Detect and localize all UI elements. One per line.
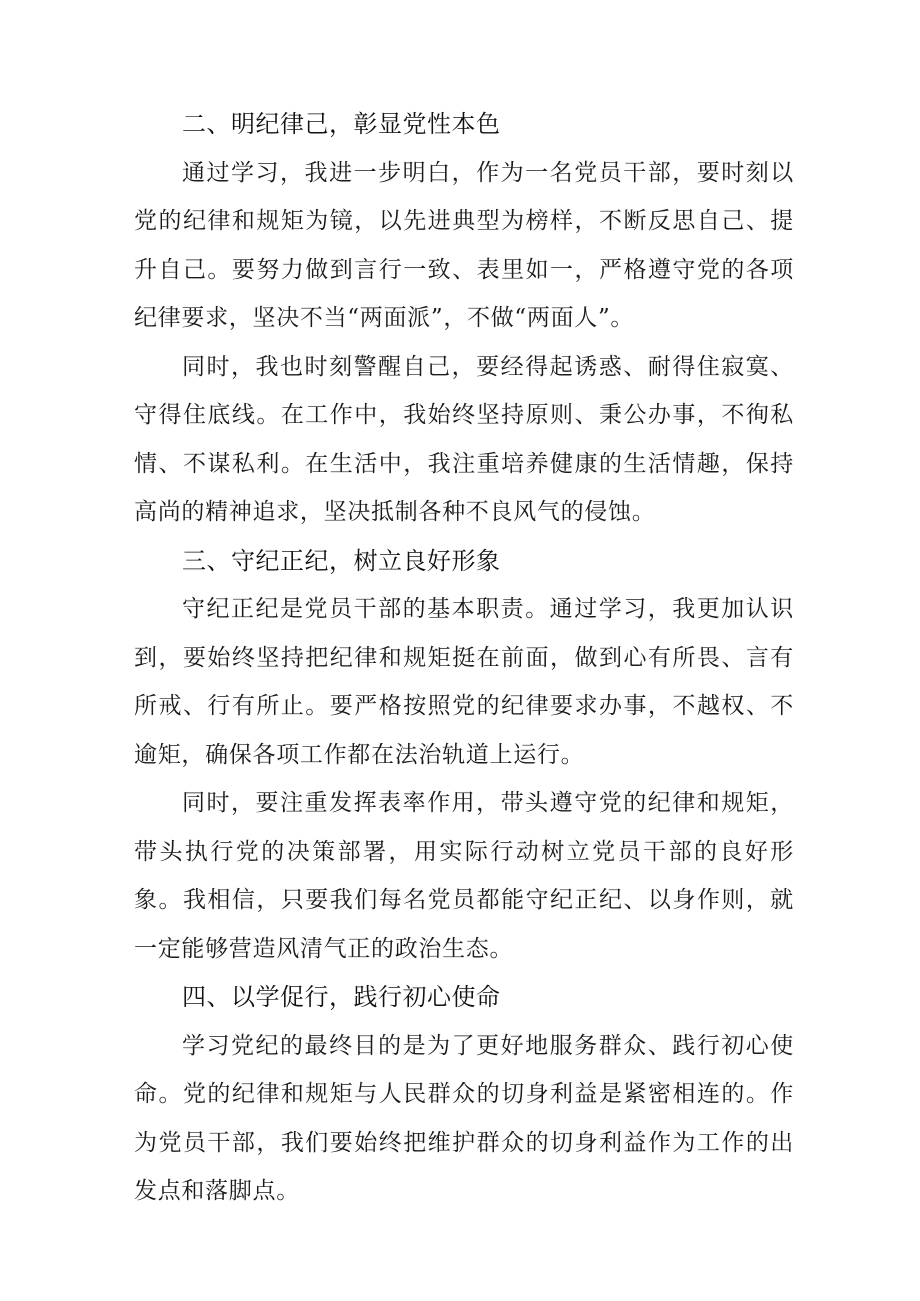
- paragraph: 守纪正纪是党员干部的基本职责。通过学习，我更加认识到，要始终坚持把纪律和规矩挺在前面，做到心有所畏、言有所戒、行有所止。要严格按照党的纪律要求办事，不越权、不逾矩，确保各项工作都在法治轨道上运行。: [134, 596, 794, 768]
- section-heading-4: 四、以学促行，践行初心使命: [182, 983, 501, 1011]
- paragraph: 学习党纪的最终目的是为了更好地服务群众、践行初心使命。党的纪律和规矩与人民群众的切身利益是紧密相连的。作为党员干部，我们要始终把维护群众的切身利益作为工作的出发点和落脚点。: [134, 1032, 794, 1204]
- paragraph: 通过学习，我进一步明白，作为一名党员干部，要时刻以党的纪律和规矩为镜，以先进典型为榜样，不断反思自己、提升自己。要努力做到言行一致、表里如一，严格遵守党的各项纪律要求，坚决不当“两面派”，不做“两面人”。: [134, 159, 794, 331]
- paragraph: 同时，我也时刻警醒自己，要经得起诱惑、耐得住寂寞、守得住底线。在工作中，我始终坚持原则、秉公办事，不徇私情、不谋私利。在生活中，我注重培养健康的生活情趣，保持高尚的精神追求，坚决抵制各种不良风气的侵蚀。: [134, 353, 794, 525]
- document-body: [134, 100, 794, 1216]
- paragraph: 同时，要注重发挥表率作用，带头遵守党的纪律和规矩，带头执行党的决策部署，用实际行动树立党员干部的良好形象。我相信，只要我们每名党员都能守纪正纪、以身作则，就一定能够营造风清气正的政治生态。: [134, 790, 794, 962]
- section-heading-2: 二、明纪律己，彰显党性本色: [182, 110, 501, 138]
- section-heading-3: 三、守纪正纪，树立良好形象: [182, 546, 501, 575]
